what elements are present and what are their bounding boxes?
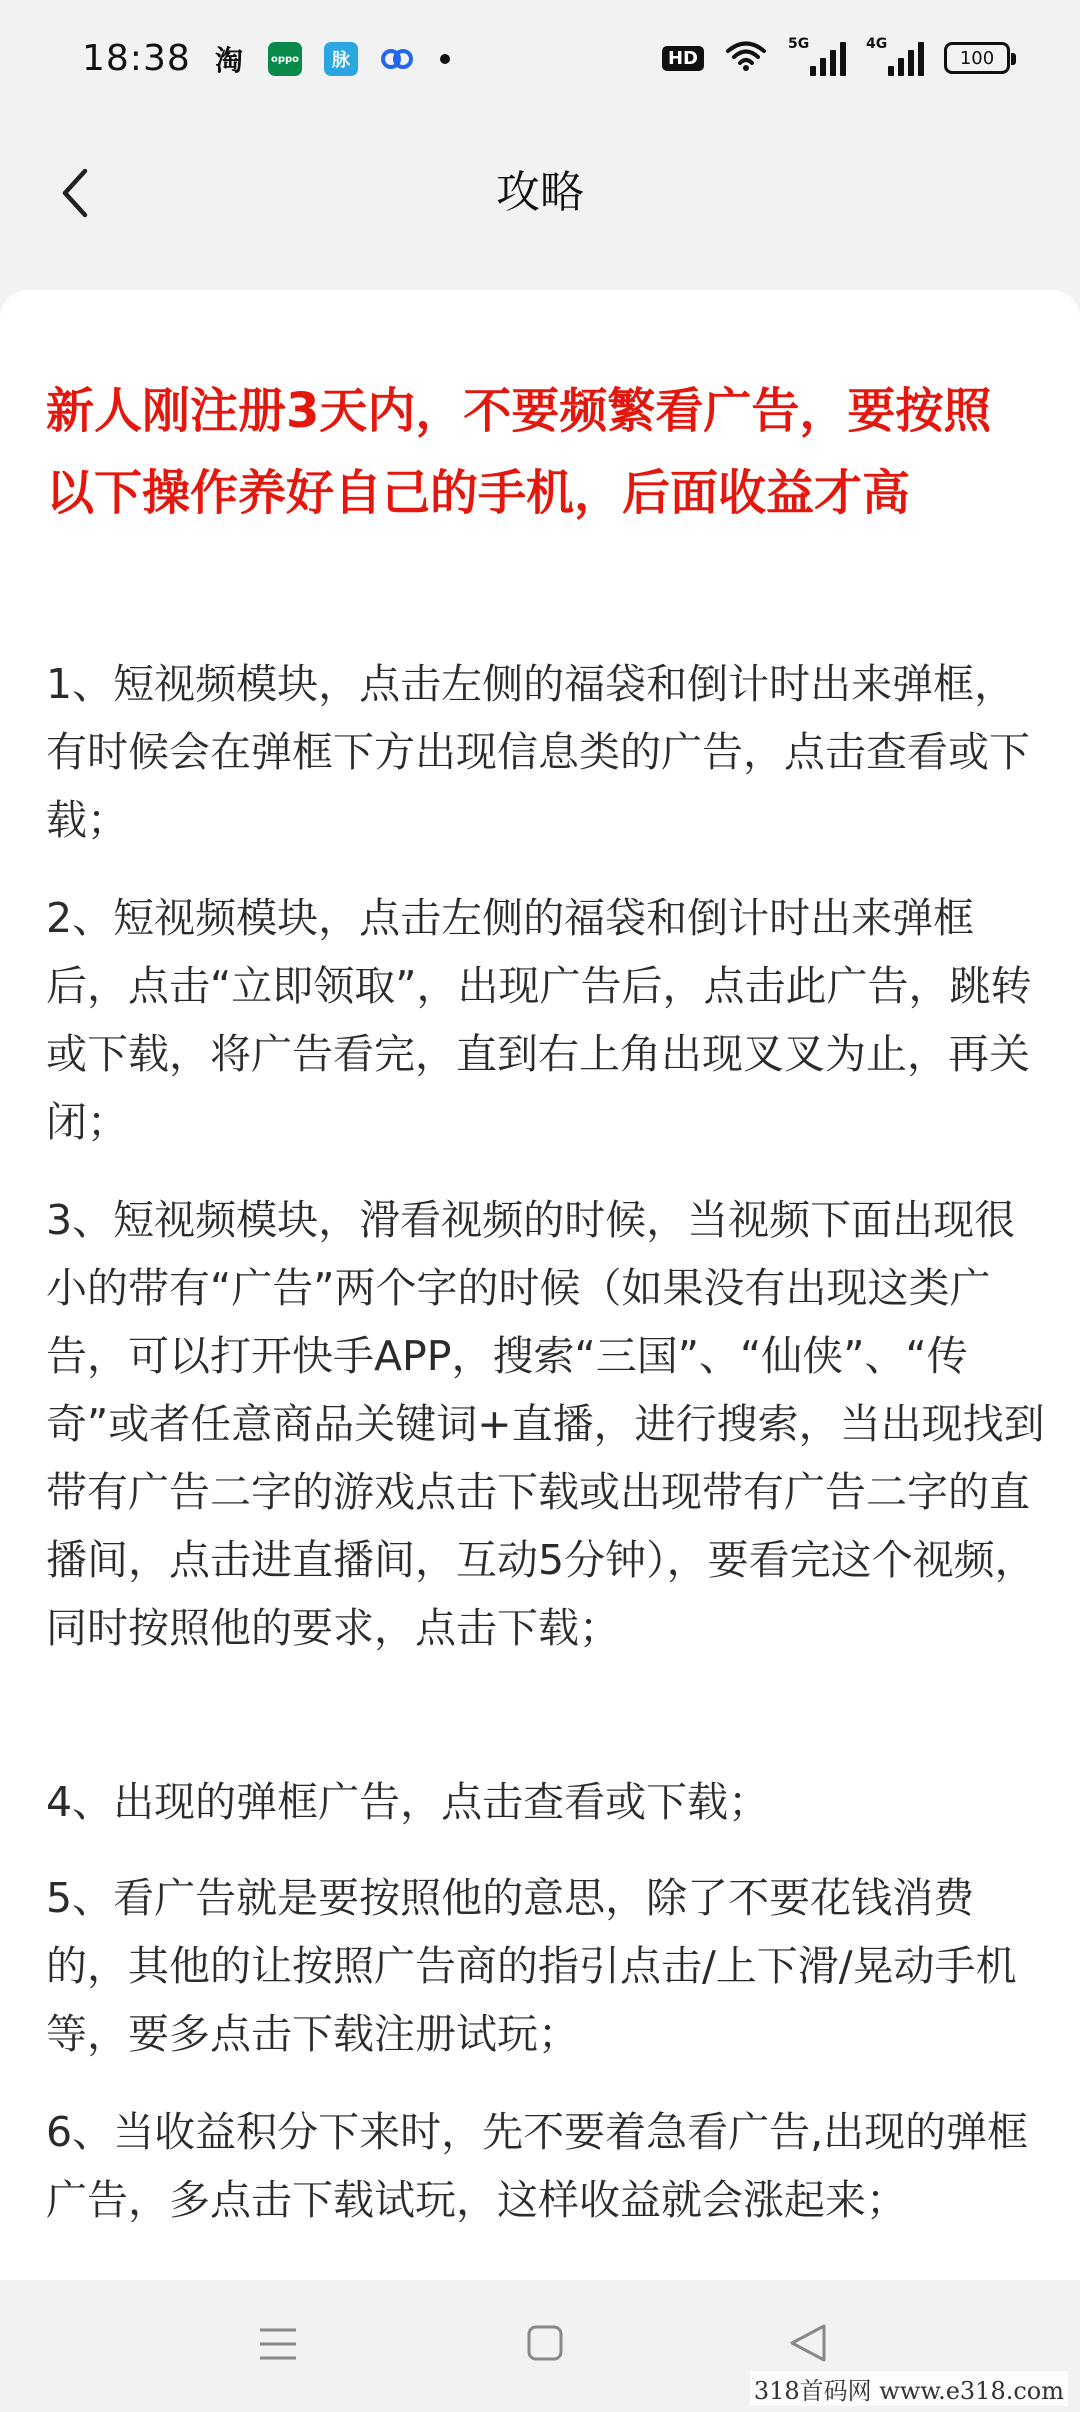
status-time: 18:38 — [82, 38, 191, 79]
square-icon — [526, 2324, 564, 2362]
signal-4g-icon: 4G — [866, 40, 924, 76]
home-button[interactable] — [526, 2324, 564, 2366]
battery-icon: 100 — [944, 42, 1010, 74]
notification-icons — [212, 42, 450, 76]
page-title: 攻略 — [496, 167, 584, 218]
content-card[interactable] — [0, 290, 1080, 2280]
more-notifications-dot — [440, 54, 450, 64]
status-indicators — [662, 36, 1010, 76]
tip-paragraph-5: 5、看广告就是要按照他的意思，除了不要花钱消费的，其他的让按照广告商的指引点击/上下滑/晃动手机等，要多点击下载注册试玩； — [46, 1874, 1017, 2058]
oppo-icon: oppo — [268, 42, 302, 76]
recent-apps-button[interactable] — [258, 2324, 298, 2368]
watermark: 318首码网 www.e318.com — [750, 2371, 1068, 2406]
hd-voice-icon: HD — [662, 46, 704, 71]
signal-5g-icon: 5G — [788, 40, 846, 76]
tip-paragraph-4: 4、出现的弹框广告，点击查看或下载； — [46, 1778, 770, 1826]
baidu-icon — [380, 42, 414, 76]
triangle-back-icon — [788, 2322, 828, 2364]
headline-warning: 新人刚注册3天内，不要频繁看广告，要按照以下操作养好自己的手机，后面收益才高 — [46, 383, 992, 521]
wifi-icon — [726, 40, 766, 76]
tip-paragraph-2: 2、短视频模块，点击左侧的福袋和倒计时出来弹框后，点击“立即领取”，出现广告后，点击此广告，跳转或下载，将广告看完，直到右上角出现叉叉为止，再关闭； — [46, 894, 1032, 1146]
status-bar — [0, 0, 1080, 126]
system-nav-bar — [0, 2280, 1080, 2412]
tip-paragraph-3: 3、短视频模块，滑看视频的时候，当视频下面出现很小的带有“广告”两个字的时候（如果没有出现这类广告，可以打开快手APP，搜索“三国”、“仙侠”、“传奇”或者任意商品关键词+直播，进行搜索，当出现找到带有广告二字的游戏点击下载或出现带有广告二字的直播间，点击进直播间，互动5分钟），要看完这个视频，同时按照他的要求，点击下载； — [46, 1196, 1045, 1652]
system-back-button[interactable] — [788, 2322, 828, 2368]
header-bar — [0, 126, 1080, 264]
tip-paragraph-6: 6、当收益积分下来时，先不要着急看广告,出现的弹框广告，多点击下载试玩，这样收益就会涨起来； — [46, 2108, 1029, 2224]
taobao-icon: 淘 — [214, 44, 243, 77]
tip-paragraph-1: 1、短视频模块，点击左侧的福袋和倒计时出来弹框，有时候会在弹框下方出现信息类的广告，点击查看或下载； — [46, 660, 1030, 844]
menu-icon — [258, 2324, 298, 2364]
app-icon: 脉 — [324, 42, 358, 76]
